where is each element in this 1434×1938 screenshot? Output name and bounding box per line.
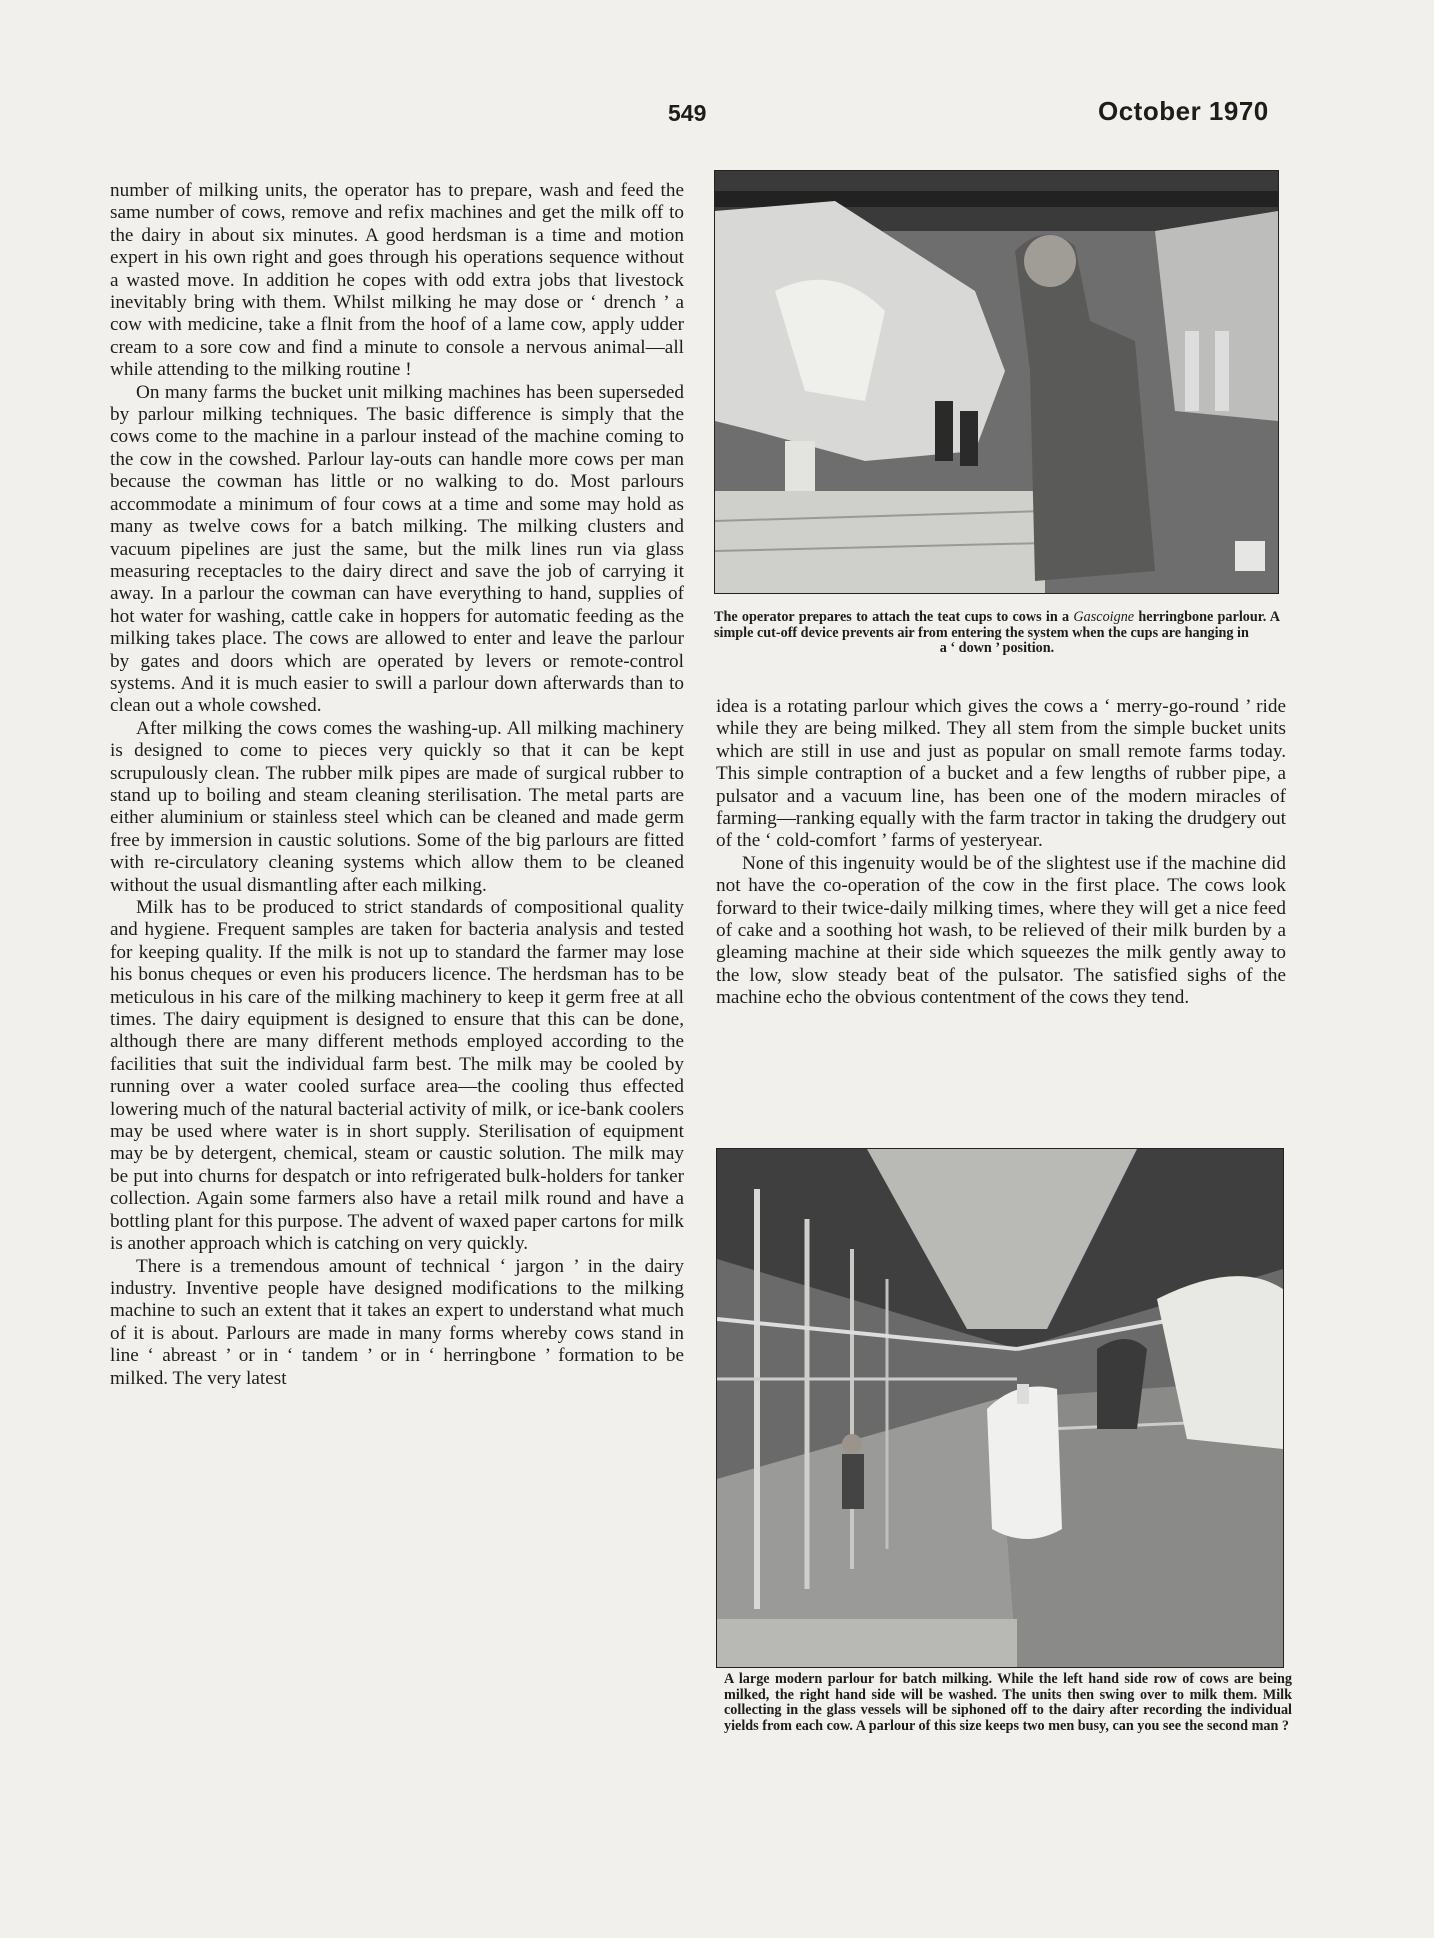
paragraph: Milk has to be produced to strict standards of compositional quality and hygiene. Frequent samples are taken for bacteria analysis and tested for keeping quality. If the milk is not up to standard the farmer may lose his bonus cheques or even his producers licence. The herdsman has to be meticulous in his care of the milking machinery to keep it germ free at all times. The dairy equipment is designed to ensure that this can be done, although there are many different methods employed according to the facilities that suit the individual farm best. The milk may be cooled by running over a water cooled surface area—the cooling thus effected lowering much of the natural bacterial activity of milk, or ice-bank coolers may be used where water is in short supply. Sterilisation of equipment may be by detergent, chemical, steam or caustic solution. The milk may be put into churns for despatch or into refrigerated bulk-holders for tanker collection. Again some farmers also have a retail milk round and have a bottling plant for this purpose. The advent of waxed paper cartons for milk is another approach which is catching on very quickly.	[110, 897, 684, 1255]
caption-italic-name: Gascoigne	[1073, 609, 1135, 625]
figure-caption: A large modern parlour for batch milking. While the left hand side row of cows are being milked, the right hand side will be washed. The units then swing over to milk them. Milk collecting in the glass vessels will be siphoned off to the dairy after recording the individual yields from each cow. A parlour of this size keeps two men busy, can you see the second man ?	[724, 1671, 1292, 1734]
page-date: October 1970	[1098, 96, 1269, 126]
paragraph: After milking the cows comes the washing-up. All milking machinery is designed to come to pieces very quickly so that it can be kept scrupulously clean. The rubber milk pipes are made of surgical rubber to stand up to boiling and steam cleaning sterilisation. The metal parts are either aluminium or stainless steel which can be cleaned and made germ free by immersion in caustic solutions. Some of the big parlours are fitted with re-circulatory cleaning systems which allow them to be cleaned without the usual dismantling after each milking.	[110, 717, 684, 896]
photo-milking-operator	[714, 170, 1279, 594]
photo-image	[715, 171, 1278, 593]
photo-image	[717, 1149, 1283, 1667]
paragraph: number of milking units, the operator has to prepare, wash and feed the same number of cows, remove and refix machines and get the milk off to the dairy in about six minutes. A good herdsman is a time and motion expert in his own right and goes through his operations sequence without a wasted move. In addition he copes with odd extra jobs that livestock inevitably bring with them. Whilst milking he may dose or ‘ drench ’ a cow with medicine, take a flnit from the hoof of a lame cow, apply udder cream to a sore cow and find a minute to console a nervous animal—all while attending to the milking routine !	[110, 180, 684, 381]
photo-milking-parlour	[716, 1148, 1284, 1668]
paragraph: There is a tremendous amount of technical ‘ jargon ’ in the dairy industry. Inventive people have designed modifications to the milking machine to such an extent that it takes an expert to understand what much of it is about. Parlours are made in many forms whereby cows stand in line ‘ abreast ’ or in ‘ tandem ’ or in ‘ herringbone ’ formation to be milked. The very latest	[110, 1255, 684, 1389]
paragraph: On many farms the bucket unit milking machines has been superseded by parlour milking techniques. The basic difference is simply that the cows come to the machine in a parlour instead of the machine coming to the cow in the cowshed. Parlour lay-outs can handle more cows per man because the cowman has little or no walking to do. Most parlours accommodate a minimum of four cows at a time and some may hold as many as twelve cows for a batch milking. The milking clusters and vacuum pipelines are just the same, but the milk lines run via glass measuring receptacles to the dairy direct and save the job of carrying it away. In a parlour the cowman can have everything to hand, supplies of hot water for washing, cattle cake in hoppers for automatic feeding as the milking takes place. The cows are allowed to enter and leave the parlour by gates and doors which are operated by levers or remote-control systems. And it is much easier to swill a parlour down afterwards than to clean out a whole cowshed.	[110, 381, 684, 717]
caption-text: herringbone parlour. A simple cut-off device prevents air from entering the system when the cups are hanging in	[714, 609, 1281, 641]
left-column	[110, 180, 684, 1390]
right-column	[716, 696, 1286, 1010]
figure-caption	[714, 610, 1280, 657]
page-number: 549	[668, 100, 707, 126]
paragraph: None of this ingenuity would be of the slightest use if the machine did not have the co-operation of the cow in the first place. The cows look forward to their twice-daily milking times, where they will get a nice feed of cake and a soothing hot wash, to be relieved of their milk burden by a gleaming machine at their side which squeezes the milk gently away to the low, slow steady beat of the pulsator. The satisfied sighs of the machine echo the obvious contentment of the cows they tend.	[716, 852, 1286, 1009]
caption-text: a ‘ down ’ position.	[939, 640, 1055, 657]
caption-text: The operator prepares to attach the teat cups to cows in a	[714, 609, 1070, 625]
paragraph: idea is a rotating parlour which gives the cows a ‘ merry-go-round ’ ride while they are being milked. They all stem from the simple bucket units which are still in use and just as popular on small remote farms today. This simple contraption of a bucket and a few lengths of rubber pipe, a pulsator and a vacuum line, has been one of the modern miracles of farming—ranking equally with the farm tractor in taking the drudgery out of the ‘ cold-comfort ’ farms of yesteryear.	[716, 696, 1286, 852]
